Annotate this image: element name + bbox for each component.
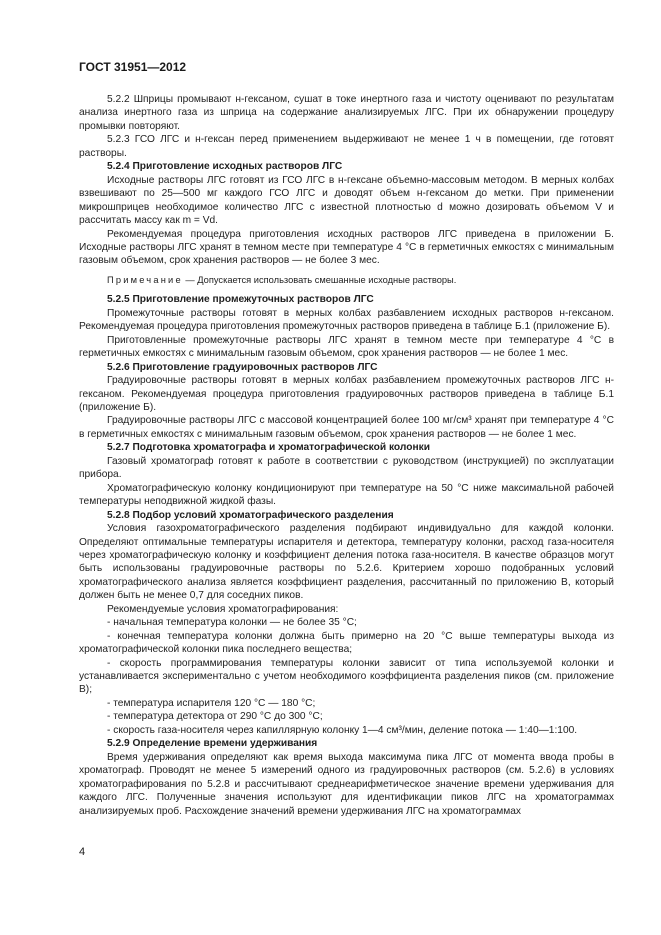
paragraph: Рекомендуемая процедура приготовления исходных растворов ЛГС приведена в приложении Б. Исходные растворы ЛГС хранят в темном месте при температуре 4 °С в герметичных емкостях с минимальным газовым объемом, срок хранения растворов — не более 3 мес.	[79, 228, 614, 267]
note	[79, 274, 614, 287]
section-heading: 5.2.5 Приготовление промежуточных растворов ЛГС	[107, 294, 374, 306]
list-item: - скорость программирования температуры колонки зависит от типа используемой колонки и устанавливается экспериментально с учетом необходимого коэффициента разделения пиков (см. приложение В);	[79, 657, 614, 696]
section-heading: 5.2.6 Приготовление градуировочных растворов ЛГС	[107, 361, 378, 373]
paragraph: Хроматографическую колонку кондиционируют при температуре на 50 °С ниже максимальной рабочей температуры неподвижной жидкой фазы.	[79, 482, 614, 508]
paragraph: Градуировочные растворы ЛГС с массовой концентрацией более 100 мг/см³ хранят при температуре 4 °С в герметичных емкостях с минимальным газовым объемом, срок хранения растворов — не более 1 мес.	[79, 415, 614, 440]
section-heading: 5.2.4 Приготовление исходных растворов ЛГС	[107, 161, 343, 173]
section-heading: 5.2.9 Определение времени удерживания	[107, 738, 318, 750]
paragraph: Градуировочные растворы готовят в мерных колбах разбавлением промежуточных растворов ЛГС н-гексаном. Рекомендуемая процедура приготовления градуировочных растворов приведена в таблице Б.1 (приложение Б).	[79, 375, 614, 413]
paragraph: 5.2.2 Шприцы промывают н-гексаном, сушат в токе инертного газа и чистоту оценивают по результатам анализа инертного газа из шприца на содержание анализируемых ЛГС. При их обнаружении процедуру промывки повторяют.	[79, 94, 614, 132]
paragraph: Рекомендуемые условия хроматографирования:	[107, 603, 339, 615]
note-text: — Допускается использовать смешанные исходные растворы.	[182, 274, 457, 285]
paragraph: Приготовленные промежуточные растворы ЛГС хранят в темном месте при температуре 4 °С в герметичных емкостях с минимальным газовым объемом, срок хранения растворов — не более 1 мес.	[79, 334, 614, 360]
paragraph: Промежуточные растворы готовят в мерных колбах разбавлением исходных растворов н-гексаном. Рекомендуемая процедура приготовления промежуточных растворов приведена в таблице Б.1 (приложение Б).	[79, 307, 614, 333]
list-item: - температура испарителя 120 °С — 180 °С;	[107, 697, 316, 709]
list-item: - скорость газа-носителя через капиллярную колонку 1—4 см³/мин, деление потока — 1:40—1:100.	[107, 724, 578, 736]
note-label: Примечание	[107, 274, 183, 285]
list-item: - температура детектора от 290 °С до 300 °С;	[107, 711, 323, 723]
page-number: 4	[79, 846, 86, 858]
list-item: - начальная температура колонки — не более 35 °С;	[107, 617, 357, 629]
section-heading: 5.2.8 Подбор условий хроматографического разделения	[107, 509, 394, 521]
paragraph: Условия газохроматографического разделения подбирают индивидуально для каждой колонки. Определяют оптимальные температуры испарителя и детектора, температуру колонки, расход газа-носителя через хроматографическую колонку и коэффициент деления потока газа-носителя. В качестве образцов могут быть использованы градуировочные растворы по 5.2.6. Критерием хорошо подобранных условий хроматографического анализа является коэффициент разделения, рассчитанный по приложению В, который должен быть не менее 0,7 для соседних пиков.	[79, 523, 614, 602]
section-heading: 5.2.7 Подготовка хроматографа и хроматографической колонки	[107, 442, 430, 454]
paragraph: Время удерживания определяют как время выхода максимума пика ЛГС от момента ввода пробы в хроматограф. Проводят не менее 5 измерений одного из градуировочных растворов (см. 5.2.6) в условиях хроматографирования по 5.2.8 и рассчитывают среднеарифметическое значение времени удерживания для каждого ЛГС. Полученные значения используют для идентификации пиков ЛГС на хроматограммах анализируемых проб. Расхождение значений времени удерживания ЛГС на хроматограммах	[79, 751, 614, 817]
paragraph: Газовый хроматограф готовят к работе в соответствии с руководством (инструкцией) по эксплуатации прибора.	[79, 455, 614, 481]
document-header: ГОСТ 31951—2012	[79, 60, 187, 74]
document-body	[79, 93, 614, 818]
paragraph: 5.2.3 ГСО ЛГС и н-гексан перед применением выдерживают не менее 1 ч в помещении, где готовят растворы.	[79, 134, 614, 159]
paragraph: Исходные растворы ЛГС готовят из ГСО ЛГС в н-гексане объемно-массовым методом. В мерных колбах взвешивают по 25—500 мг каждого ГСО ЛГС и доводят объем н-гексаном до метки. При применении микрошприцев необходимое количество ЛГС с известной плотностью d можно дозировать объемом V и рассчитать массу как m = Vd.	[79, 174, 614, 227]
list-item: - конечная температура колонки должна быть примерно на 20 °С выше температуры выхода из хроматографической колонки пика последнего вещества;	[79, 630, 614, 656]
